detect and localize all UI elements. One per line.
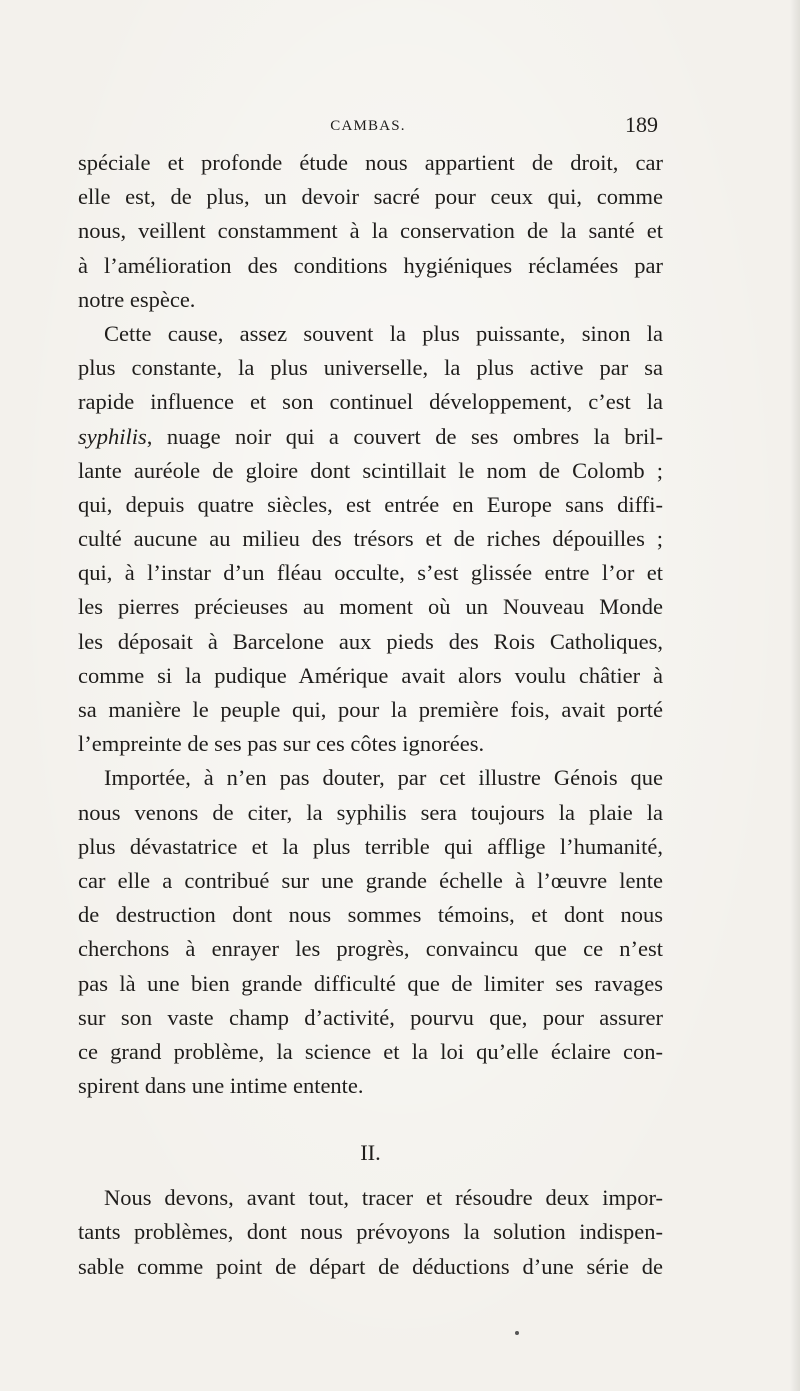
text-line: sur son vaste champ d’activité, pourvu que, pour assurer — [78, 1004, 663, 1030]
page-header — [78, 112, 658, 144]
running-head: CAMBAS. — [330, 118, 406, 134]
text-line: les déposait à Barcelone aux pieds des Rois Catholiques, — [78, 628, 663, 654]
text-line: tants problèmes, dont nous prévoyons la solution indispen- — [78, 1219, 663, 1245]
text-line: ce grand problème, la science et la loi qu’elle éclaire con- — [78, 1038, 663, 1064]
paragraph-3 — [78, 761, 663, 1103]
text-line: Cette cause, assez souvent la plus puissante, sinon la — [104, 320, 663, 346]
text-line — [78, 420, 663, 454]
text-line: pas là une bien grande difficulté que de limiter ses ravages — [78, 970, 663, 996]
text-line: lante auréole de gloire dont scintillait le nom de Colomb ; — [78, 457, 663, 483]
page-number: 189 — [625, 112, 658, 137]
ink-speck — [515, 1331, 519, 1335]
text-line: nous venons de citer, la syphilis sera toujours la plaie la — [78, 799, 663, 825]
paragraph-1 — [78, 146, 663, 317]
text-line: rapide influence et son continuel développement, c’est la — [78, 389, 663, 415]
text-line: comme si la pudique Amérique avait alors voulu châtier à — [78, 662, 663, 688]
body-text — [78, 146, 663, 1284]
italic-word: syphilis — [78, 423, 147, 449]
text-line: à l’amélioration des conditions hygiéniques réclamées par — [78, 252, 663, 278]
text-line: plus constante, la plus universelle, la plus active par sa — [78, 355, 663, 381]
page-edge-shadow — [790, 0, 800, 1391]
section-spacer — [78, 1171, 663, 1181]
text-line: sable comme point de départ de déductions d’une série de — [78, 1253, 663, 1279]
text-line: spéciale et profonde étude nous appartient de droit, car — [78, 150, 663, 175]
text-line: l’empreinte de ses pas sur ces côtes ignorées. — [78, 731, 485, 757]
text-line: qui, à l’instar d’un fléau occulte, s’est glissée entre l’or et — [78, 560, 663, 586]
text-line: notre espèce. — [78, 286, 196, 312]
section-heading: II. — [360, 1140, 381, 1166]
text-line: les pierres précieuses au moment où un Nouveau Monde — [78, 594, 663, 620]
text-line: plus dévastatrice et la plus terrible qui afflige l’humanité, — [78, 833, 663, 859]
text-line: cherchons à enrayer les progrès, convaincu que ce n’est — [78, 936, 663, 962]
text-line: elle est, de plus, un devoir sacré pour ceux qui, comme — [78, 184, 663, 210]
text-line: culté aucune au milieu des trésors et de riches dépouilles ; — [78, 526, 663, 552]
text-line: Nous devons, avant tout, tracer et résoudre deux impor- — [104, 1185, 663, 1211]
paragraph-2 — [78, 317, 663, 761]
text-line: sa manière le peuple qui, pour la première fois, avait porté — [78, 697, 663, 722]
paragraph-4 — [78, 1181, 663, 1284]
text-line: car elle a contribué sur une grande échelle à l’œuvre lente — [78, 867, 663, 893]
text-line: de destruction dont nous sommes témoins, et dont nous — [78, 902, 663, 928]
text-line-rest: , nuage noir qui a couvert de ses ombres la bril- — [146, 423, 663, 449]
text-line: qui, depuis quatre siècles, est entrée en Europe sans diffi- — [78, 491, 663, 517]
text-line: Importée, à n’en pas douter, par cet illustre Génois que — [104, 765, 663, 791]
text-line: nous, veillent constamment à la conservation de la santé et — [78, 218, 663, 244]
text-line: spirent dans une intime entente. — [78, 1073, 364, 1099]
